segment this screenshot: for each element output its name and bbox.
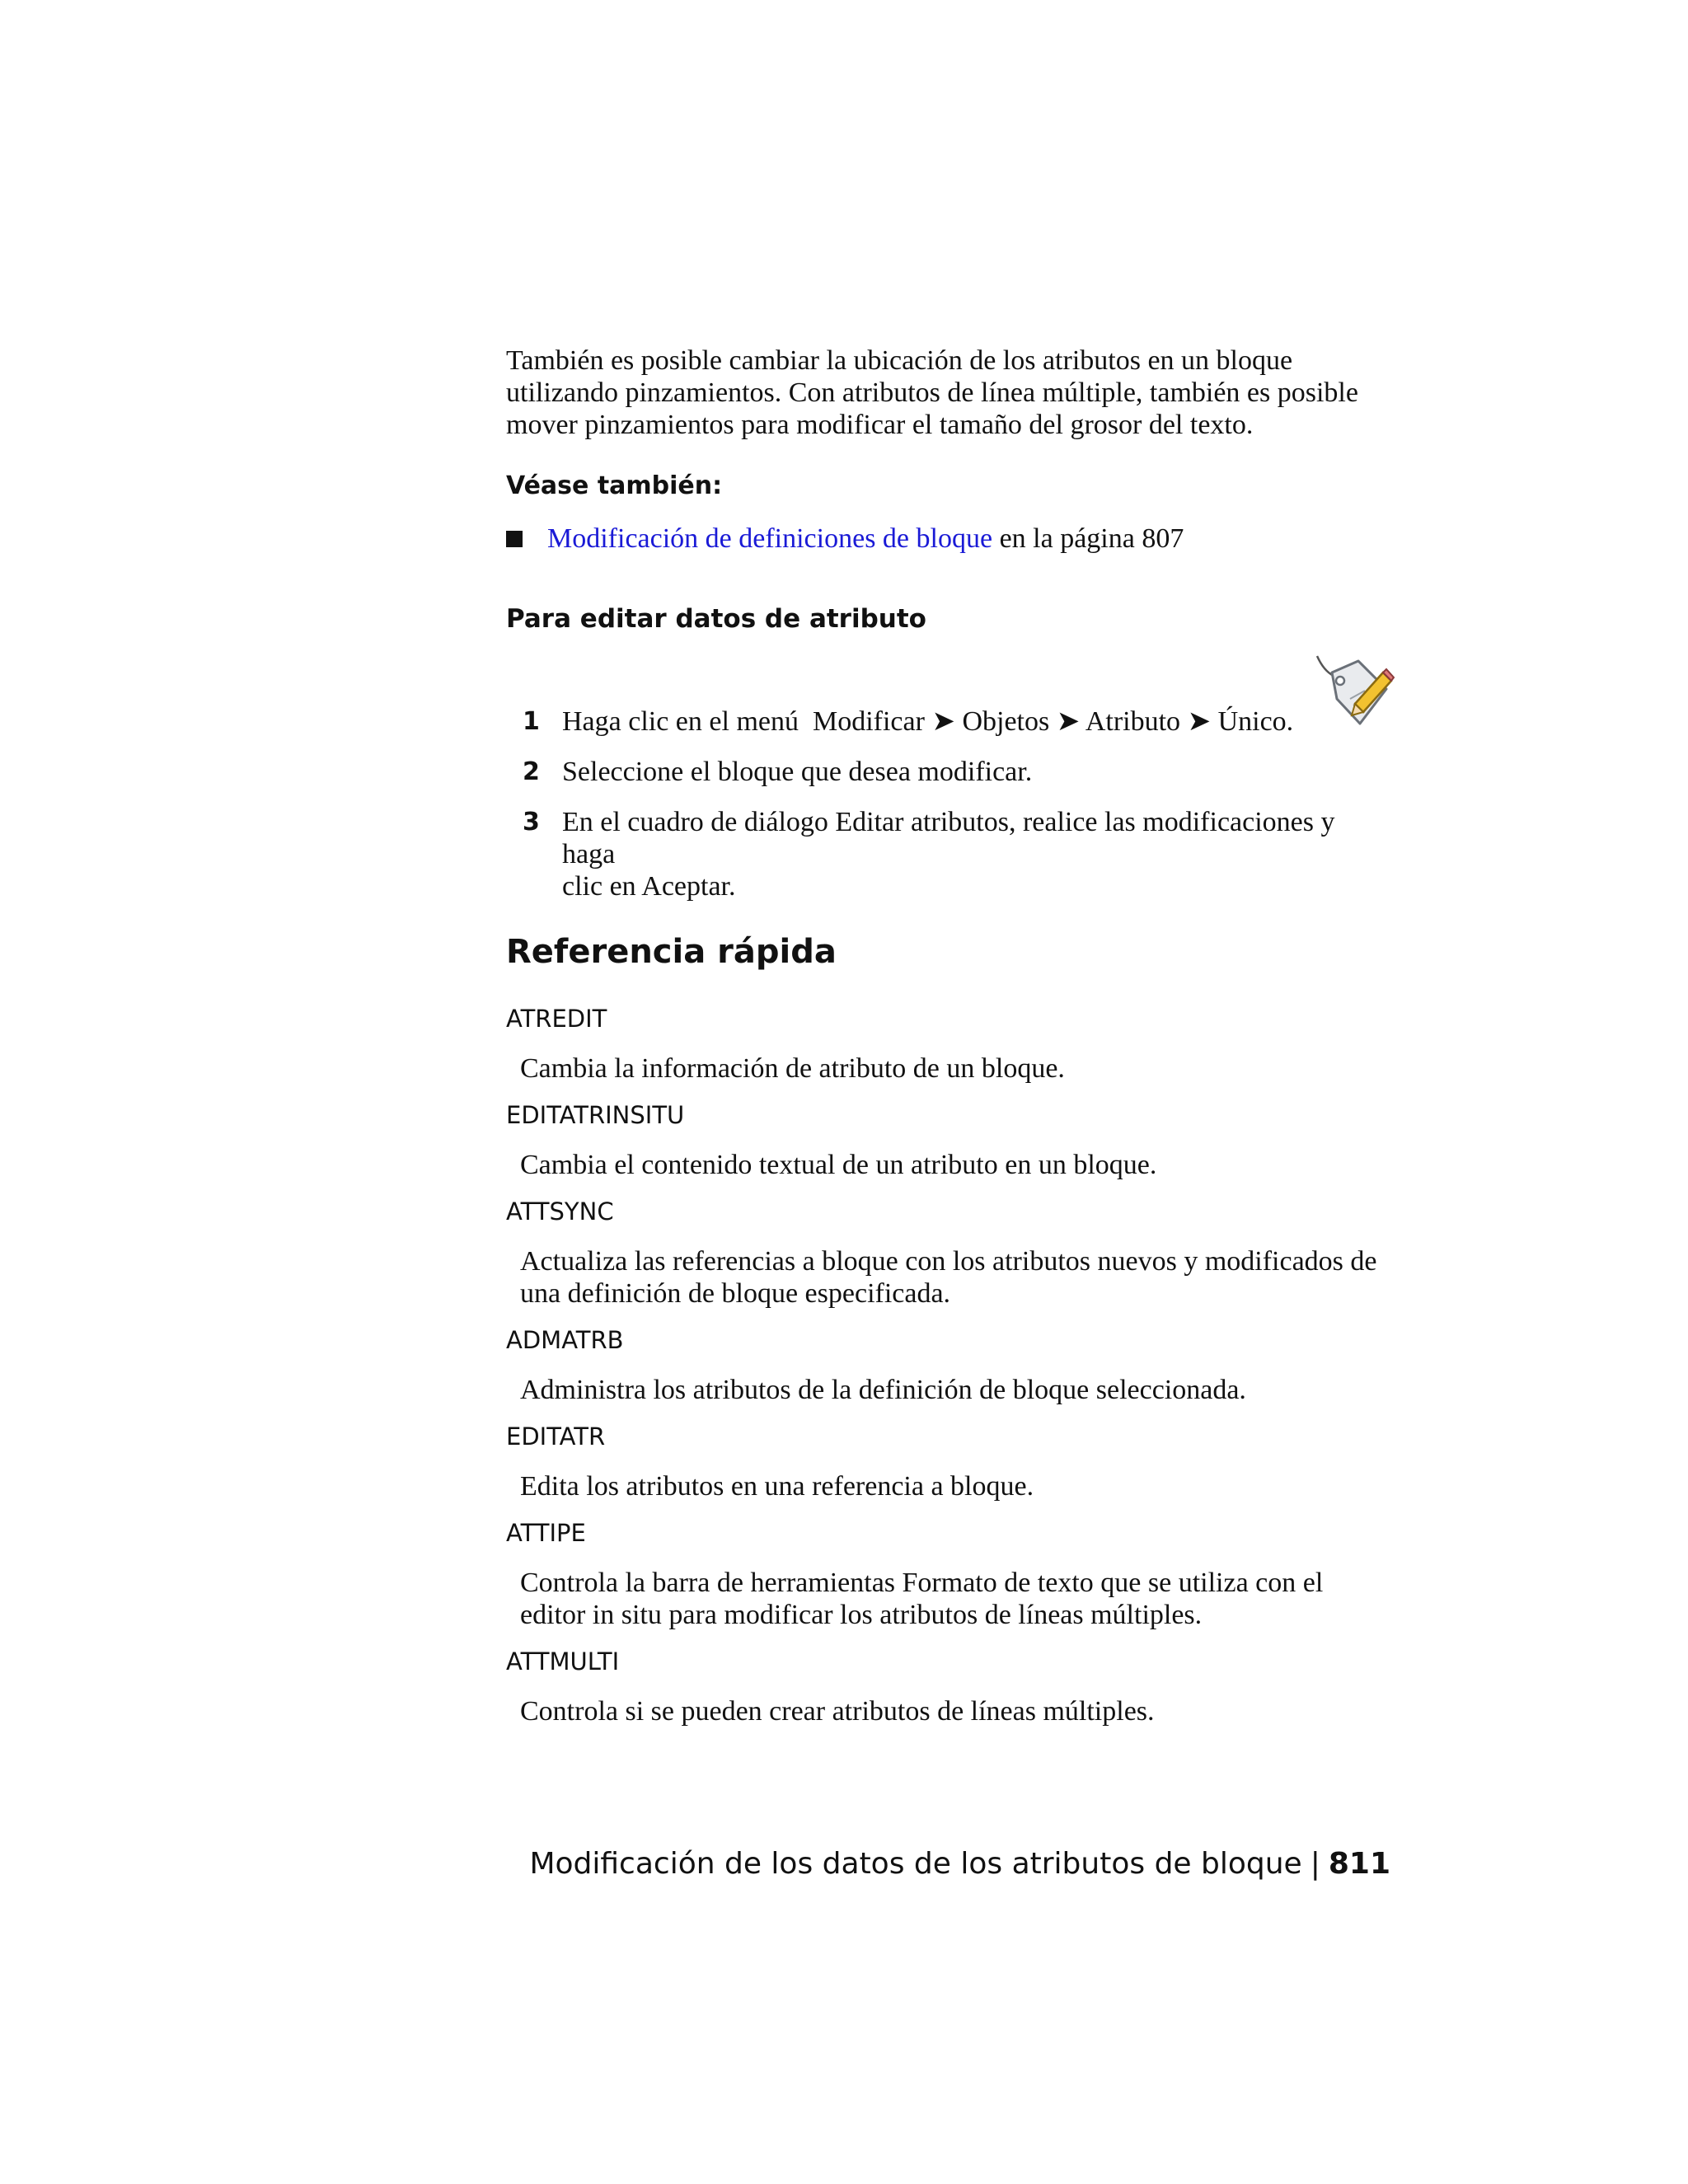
footer-section-title: Modificación de los datos de los atributos de bloque bbox=[529, 1847, 1302, 1881]
step-number: 2 bbox=[523, 757, 540, 786]
procedure-step bbox=[523, 705, 1392, 738]
bullet-square-icon bbox=[506, 531, 523, 547]
command-name[interactable]: ATTIPE bbox=[506, 1519, 586, 1547]
menu-item-unico: Único. bbox=[1217, 706, 1294, 737]
step-text: Seleccione el bloque que desea modificar. bbox=[562, 757, 1033, 787]
intro-line: utilizando pinzamientos. Con atributos de línea múltiple, también es posible bbox=[506, 377, 1358, 408]
see-also-link[interactable]: Modificación de definiciones de bloque bbox=[547, 523, 993, 554]
step-number: 1 bbox=[523, 707, 540, 736]
intro-paragraph bbox=[506, 344, 1392, 441]
see-also-page-ref: en la página 807 bbox=[992, 523, 1184, 554]
command-description-line: una definición de bloque especificada. bbox=[520, 1278, 951, 1309]
procedure-heading: Para editar datos de atributo bbox=[506, 604, 926, 634]
command-name[interactable]: EDITATR bbox=[506, 1422, 606, 1451]
command-name[interactable]: ATREDIT bbox=[506, 1005, 607, 1033]
command-description: Cambia el contenido textual de un atributo en un bloque. bbox=[520, 1150, 1157, 1180]
intro-line: También es posible cambiar la ubicación de los atributos en un bloque bbox=[506, 345, 1293, 376]
page-footer bbox=[529, 1846, 1390, 1882]
command-description-line: Actualiza las referencias a bloque con los atributos nuevos y modificados de bbox=[520, 1246, 1377, 1277]
procedure-step bbox=[523, 806, 1392, 902]
menu-item-modificar: Modificar bbox=[812, 706, 925, 737]
see-also-heading: Véase también: bbox=[506, 471, 723, 500]
step-text bbox=[562, 806, 1392, 902]
command-description: Cambia la información de atributo de un bloque. bbox=[520, 1053, 1065, 1084]
menu-arrow-icon: ➤ bbox=[931, 706, 955, 737]
command-name[interactable]: ADMATRB bbox=[506, 1326, 624, 1354]
step-text bbox=[562, 705, 1392, 738]
step-text-line: En el cuadro de diálogo Editar atributos, realice las modificaciones y haga bbox=[562, 807, 1335, 869]
quick-reference-title: Referencia rápida bbox=[506, 933, 837, 971]
menu-item-objetos: Objetos bbox=[962, 706, 1050, 737]
command-description bbox=[520, 1245, 1392, 1310]
menu-arrow-icon: ➤ bbox=[1056, 706, 1081, 737]
footer-separator: | bbox=[1310, 1847, 1320, 1881]
command-description-line: editor in situ para modificar los atributos de líneas múltiples. bbox=[520, 1600, 1203, 1630]
intro-line: mover pinzamientos para modificar el tamaño del grosor del texto. bbox=[506, 410, 1254, 440]
command-name[interactable]: EDITATRINSITU bbox=[506, 1101, 685, 1129]
command-description: Administra los atributos de la definición de bloque seleccionada. bbox=[520, 1375, 1246, 1405]
command-description bbox=[520, 1567, 1392, 1631]
step-number: 3 bbox=[523, 808, 540, 837]
command-description-line: Controla la barra de herramientas Formato de texto que se utiliza con el bbox=[520, 1568, 1324, 1598]
command-name[interactable]: ATTMULTI bbox=[506, 1647, 620, 1675]
step-text-line: clic en Aceptar. bbox=[562, 871, 736, 902]
see-also-item bbox=[506, 521, 1392, 557]
command-description: Controla si se pueden crear atributos de líneas múltiples. bbox=[520, 1696, 1155, 1727]
menu-item-atributo: Atributo bbox=[1085, 706, 1181, 737]
command-description: Edita los atributos en una referencia a bloque. bbox=[520, 1471, 1034, 1502]
page-number: 811 bbox=[1328, 1847, 1390, 1881]
step-prefix: Haga clic en el menú bbox=[562, 706, 806, 737]
menu-arrow-icon: ➤ bbox=[1187, 706, 1212, 737]
command-name[interactable]: ATTSYNC bbox=[506, 1197, 614, 1226]
procedure-step bbox=[523, 756, 1392, 788]
